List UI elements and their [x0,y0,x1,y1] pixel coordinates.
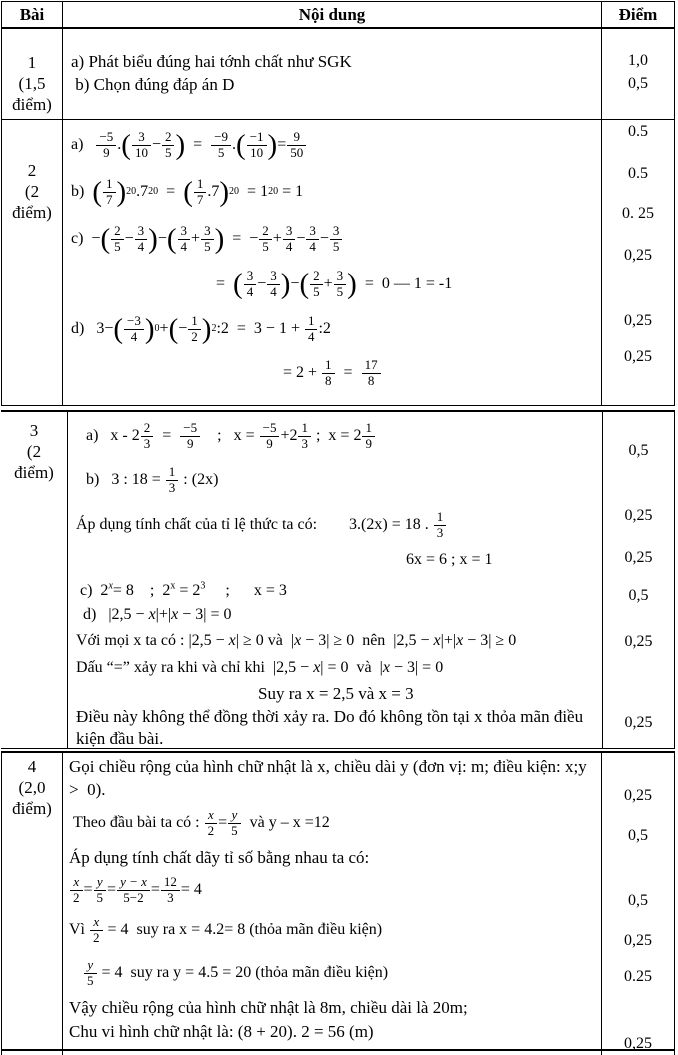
score-value: 0,25 [624,549,653,566]
answer-line-3-dieunay: Điều này không thể đồng thời xảy ra. Do đó không tồn tại x thỏa mãn điều kiện đầu bài. [76,707,588,748]
score-value: 1,0 [628,52,648,69]
row-label-line: điểm) [12,203,52,222]
answer-line-3a: a) x - 2 $\frac{2}{3}$ = $\frac{-5}{9}$ ; x = $\frac{-5}{9}$ +2 1 3 ; x = 2 1 9 [86,414,602,458]
row-label-line: điểm) [14,463,54,482]
score-cell-bai-4 [601,753,674,1052]
answer-line-3c: c) $2^x= 8$ ; $2^x = 2^3$ ; x = 3 [80,580,287,599]
row-label-line: 1 [27,53,37,72]
score-value: 0,5 [628,827,648,844]
row-label-line: (2 [26,442,42,461]
score-value: 0.5 [628,165,648,182]
score-value: 0,25 [624,1035,652,1052]
score-value: 0. 25 [622,205,654,222]
grading-table-bai-4 [1,751,675,1051]
content-cell-bai-3 [67,412,602,748]
row-label-bai-3 [1,412,67,748]
answer-line-4-goi: Gọi chiều rộng của hình chữ nhật là x, chiều dài y (đơn vị: m; điều kiện: x;y > 0). [69,757,591,799]
score-value: 0,25 [624,787,652,804]
score-value: 0,25 [624,633,653,650]
grading-table-bai-3 [1,410,675,749]
score-value: 0,25 [624,247,652,264]
content-cell-bai-2 [62,120,601,405]
row-label-bai-2 [2,120,62,405]
table-header-row [2,2,674,29]
answer-line-3-suyra: Suy ra x = 2,5 và x = 3 [258,684,414,703]
row-label-bai-4 [2,753,62,1049]
content-cell-bai-4 [62,753,601,1049]
header-cell-diem: Điểm [601,2,674,27]
answer-line-4-theo: Theo đầu bài ta có : $\frac{x}{2}$ = $\frac{y}{5}$ và y – x =12 [73,806,330,838]
table-row-bai-1 [2,29,674,119]
answer-line-1a: a) Phát biểu đúng hai tớnh chất như SGK [71,52,352,71]
answer-line-4-chuvi: Chu vi hình chữ nhật là: (8 + 20). 2 = 56 (m) [69,1022,374,1041]
score-cell-bai-3 [602,412,674,748]
row-label-bai-1 [2,29,62,119]
score-value: 0.25 [624,968,652,985]
score-value: 0,25 [624,348,652,365]
table-row-bai-2 [2,119,674,405]
row-label-line: (2 [24,182,40,201]
answer-line-3d: d) |2,5 − x|+|x − 3| = 0 [83,606,232,623]
row-label-line: (1,5 [18,74,46,93]
score-value: 0,25 [624,932,652,949]
answer-line-4-vay: Vậy chiều rộng của hình chữ nhật là 8m, chiều dài là 20m; [69,998,468,1017]
answer-line-2b: b) ( 1 7 ) 20 .7 20 = ( 1 7 .7 ) 20 = 1 20 = 1 [71,175,304,208]
answer-line-4-y5: $\frac{y}{5}$ = 4 suy ra y = 4.5 = 20 (thỏa mãn điều kiện) [83,951,601,995]
row-label-line: điểm) [12,799,52,818]
answer-line-2c-2: = ( 3 4 − $\frac{3}{4}$ ) − ( 2 5 + $\frac{3}{5}$ ) = 0 — 1 = -1 [216,267,453,300]
answer-line-2a: a) −5 9 . ( 3 10 − $\frac{2}{5}$ ) = $\frac{-9}{5}$ . ( −1 10 ) = $\frac{9}{50}$ [71,122,601,168]
content-cell-bai-1 [62,29,601,119]
answer-line-4-day: $\frac{x}{2}$ = $\frac{y}{5}$ = $\frac{y - x}{5-2}$ = $\frac{12}{3}$ = 4 [69,871,601,909]
score-value: 0,5 [628,587,649,604]
score-value: 0,5 [628,892,648,909]
answer-line-3-x1: 6x = 6 ; x = 1 [406,551,493,568]
score-value: 0,25 [624,714,653,731]
answer-line-3-apdung: Áp dụng tính chất của tỉ lệ thức ta có: 3.(2x) = 18 . 1 3 [76,502,602,548]
row-label-line: (2,0 [18,778,46,797]
score-value: 0.5 [628,123,648,140]
table-row-bai-3 [1,412,674,748]
row-label-line: 2 [27,161,37,180]
header-cell-bai: Bài [19,4,45,24]
score-value: 0,5 [628,75,648,92]
answer-line-3-voimoi: Với mọi x ta có : |2,5 − x| ≥ 0 và |x − 3| ≥ 0 nên |2,5 − x|+|x − 3| ≥ 0 [76,632,517,649]
header-cell-noidung: Nội dung [62,2,601,27]
row-label-line: điểm) [12,95,52,114]
score-cell-bai-1 [601,29,674,119]
answer-line-2c-1: c) − ( 2 5 − $\frac{3}{4}$ ) − ( 3 4 + $\frac{3}{5}$ ) = − $\frac{2}{5}$ + $\frac{3}{4}$ − $\frac{3}{4}$ − $\frac{3}{5}$ [71,216,601,262]
row-label-line: 3 [29,421,39,440]
row-label-line: 4 [27,757,37,776]
grading-table-top [1,1,675,406]
answer-line-4-vi: Vì $\frac{x}{2}$ = 4 suy ra x = 4.2= 8 (thỏa mãn điều kiện) [69,913,383,945]
answer-line-3-dau: Dấu “=” xảy ra khi và chỉ khi |2,5 − x| = 0 và |x − 3| = 0 [76,659,444,676]
answer-line-2d-1: d) 3− ( −3 4 ) 0 + ( − $\frac{1}{2}$ ) 2 :2 = 3 − 1 + $\frac{1}{4}$ :2 [71,312,331,345]
answer-line-1b: b) Chọn đúng đáp án D [71,75,235,94]
answer-line-4-apdung: Áp dụng tính chất dãy tỉ số bằng nhau ta có: [69,848,370,867]
answer-line-2d-2: = 2 + $\frac{1}{8}$ = $\frac{17}{8}$ [283,352,601,394]
table-row-bai-4 [2,753,674,1052]
score-value: 0,5 [628,442,649,459]
score-cell-bai-2 [601,120,674,405]
score-value: 0,25 [624,507,653,524]
answer-line-3b: b) 3 : 18 = $\frac{1}{3}$ : (2x) [86,463,219,495]
score-value: 0,25 [624,312,652,329]
